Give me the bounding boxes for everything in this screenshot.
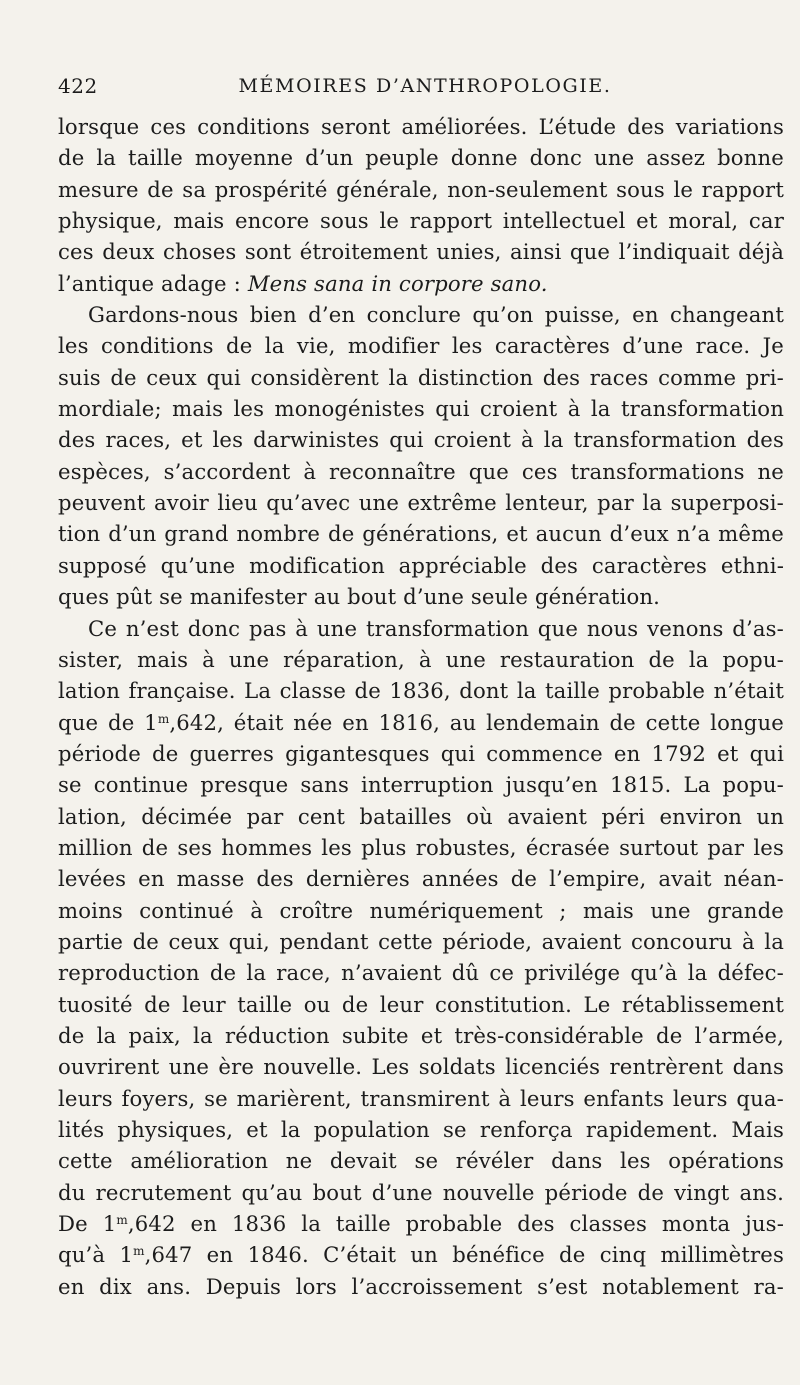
text-fragment: ,642 en 1836 la taille probable des classes monta jus- bbox=[127, 1211, 785, 1237]
text-line: tion d’un grand nombre de générations, et aucun d’eux n’a même bbox=[58, 521, 784, 547]
text-line bbox=[58, 268, 784, 299]
body-text bbox=[58, 111, 784, 1302]
text-line: période de guerres gigantesques qui commence en 1792 et qui bbox=[58, 740, 784, 766]
text-line: leurs foyers, se marièrent, transmirent à leurs enfants leurs qua- bbox=[58, 1085, 784, 1111]
text-fragment: que de 1 bbox=[58, 709, 158, 735]
text-line: des races, et les darwinistes qui croient à la transformation des bbox=[58, 427, 784, 453]
text-line: du recrutement qu’au bout d’une nouvelle période de vingt ans. bbox=[58, 1179, 784, 1205]
text-line bbox=[58, 1208, 784, 1239]
page-header bbox=[58, 74, 784, 104]
unit-superscript: m bbox=[157, 711, 170, 726]
text-line: en dix ans. Depuis lors l’accroissement s’est notablement ra- bbox=[58, 1273, 784, 1299]
text-line: lation, décimée par cent batailles où avaient péri environ un bbox=[58, 803, 784, 829]
text-line: de la taille moyenne d’un peuple donne donc une assez bonne bbox=[58, 145, 784, 171]
text-fragment: ,647 en 1846. C’était un bénéfice de cinq millimètres bbox=[144, 1242, 784, 1268]
text-fragment: l’antique adage : bbox=[58, 270, 248, 296]
text-line: lation française. La classe de 1836, dont la taille probable n’était bbox=[58, 678, 784, 704]
text-line: ces deux choses sont étroitement unies, ainsi que l’indiquait déjà bbox=[58, 239, 784, 265]
text-line: lités physiques, et la population se renforça rapidement. Mais bbox=[58, 1117, 784, 1142]
text-line: ques pût se manifester au bout d’une seule génération. bbox=[58, 584, 661, 610]
text-line: mordiale; mais les monogénistes qui croient à la transformation bbox=[58, 396, 784, 422]
page-number: 422 bbox=[58, 74, 98, 98]
running-head: MÉMOIRES D’ANTHROPOLOGIE. bbox=[238, 75, 612, 97]
latin-adage: Mens sana in corpore sano. bbox=[247, 270, 548, 296]
text-line: se continue presque sans interruption jusqu’en 1815. La popu- bbox=[58, 772, 784, 798]
text-line: million de ses hommes les plus robustes, écrasée surtout par les bbox=[58, 834, 784, 860]
text-line: espèces, s’accordent à reconnaître que ces transformations ne bbox=[58, 458, 784, 484]
text-line: supposé qu’une modification appréciable des caractères ethni- bbox=[58, 552, 784, 578]
text-line: reproduction de la race, n’avaient dû ce privilége qu’à la défec- bbox=[58, 960, 784, 986]
text-line: peuvent avoir lieu qu’avec une extrême lenteur, par la superposi- bbox=[58, 490, 784, 516]
unit-superscript: m bbox=[116, 1213, 128, 1228]
text-fragment: De 1 bbox=[58, 1211, 117, 1237]
text-line: partie de ceux qui, pendant cette période, avaient concouru à la bbox=[58, 928, 784, 954]
text-line: de la paix, la réduction subite et très-considérable de l’armée, bbox=[58, 1022, 784, 1048]
text-line: ouvrirent une ère nouvelle. Les soldats licenciés rentrèrent dans bbox=[58, 1054, 784, 1080]
text-line: cette amélioration ne devait se révéler dans les opérations bbox=[58, 1148, 784, 1174]
text-line: mesure de sa prospérité générale, non-seulement sous le rapport bbox=[58, 176, 784, 202]
text-line: moins continué à croître numériquement ; mais une grande bbox=[58, 897, 784, 923]
text-line: sister, mais à une réparation, à une restauration de la popu- bbox=[58, 646, 784, 672]
text-line: Gardons-nous bien d’en conclure qu’on puisse, en changeant bbox=[88, 302, 784, 328]
text-line bbox=[58, 707, 784, 738]
text-fragment: qu’à 1 bbox=[58, 1242, 134, 1268]
text-line: levées en masse des dernières années de l’empire, avait néan- bbox=[58, 866, 784, 892]
text-line: physique, mais encore sous le rapport intellectuel et moral, car bbox=[58, 208, 784, 234]
text-line: Ce n’est donc pas à une transformation que nous venons d’as- bbox=[88, 615, 784, 641]
text-fragment: ,642, était née en 1816, au lendemain de cette longue bbox=[169, 709, 784, 735]
text-line: tuosité de leur taille ou de leur constitution. Le rétablissement bbox=[58, 991, 784, 1017]
text-line bbox=[58, 1239, 784, 1270]
text-line: lorsque ces conditions seront améliorées. L’étude des variations bbox=[58, 114, 784, 139]
text-line: les conditions de la vie, modifier les caractères d’une race. Je bbox=[58, 333, 784, 359]
unit-superscript: m bbox=[133, 1244, 145, 1259]
text-line: suis de ceux qui considèrent la distinction des races comme pri- bbox=[58, 364, 784, 390]
